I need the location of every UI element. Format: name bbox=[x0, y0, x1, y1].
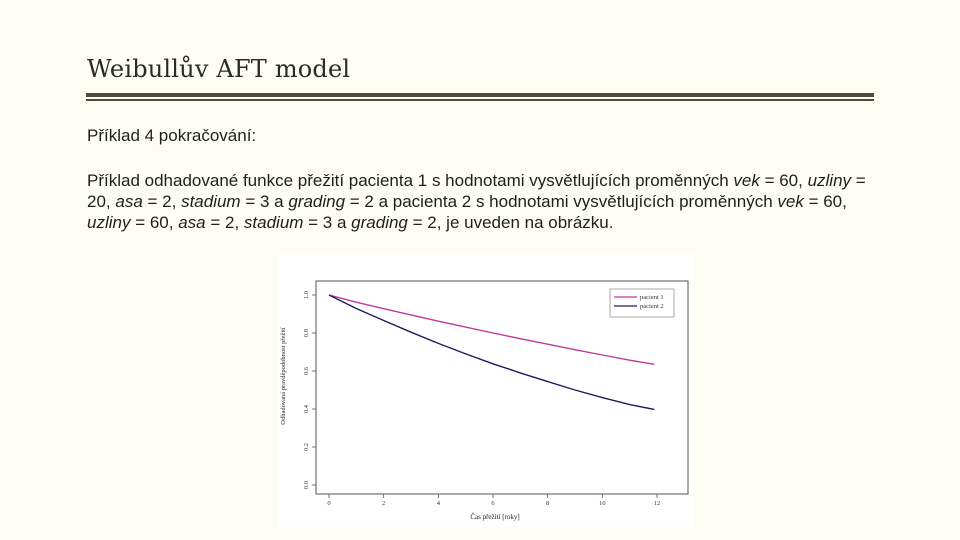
legend-label-1: pacient 1 bbox=[640, 294, 664, 302]
variable-name: uzliny bbox=[87, 213, 131, 232]
variable-name: vek bbox=[733, 171, 760, 190]
y-axis-label: Odhadovaná pravděpodobnost přežití bbox=[280, 327, 287, 425]
x-tick-label: 0 bbox=[327, 500, 331, 507]
slide-title: Weibullův AFT model bbox=[87, 55, 351, 83]
variable-name: uzliny bbox=[807, 171, 852, 190]
y-tick-label: 0.6 bbox=[303, 366, 310, 376]
text-run: = 2 a pacienta 2 s hodnotami vysvětlujících proměnných bbox=[345, 192, 778, 211]
x-tick-label: 8 bbox=[546, 500, 550, 507]
legend-label-2: pacient 2 bbox=[640, 303, 664, 311]
text-run: = 60, bbox=[130, 213, 179, 232]
variable-name: grading bbox=[288, 192, 346, 211]
survival-chart bbox=[277, 253, 694, 527]
x-axis bbox=[327, 494, 660, 507]
x-tick-label: 2 bbox=[382, 500, 386, 507]
x-tick-label: 4 bbox=[436, 500, 440, 507]
title-rule-thick bbox=[86, 93, 874, 97]
y-axis bbox=[303, 291, 316, 489]
y-tick-label: 0.8 bbox=[303, 328, 310, 338]
series-line-1 bbox=[329, 295, 654, 364]
text-run: = 60, bbox=[759, 171, 808, 190]
y-tick-label: 0.0 bbox=[303, 480, 310, 490]
title-rule-thin bbox=[86, 99, 874, 101]
text-run: = 2, bbox=[142, 192, 182, 211]
text-run: = 3 a bbox=[240, 192, 289, 211]
text-run: Příklad odhadované funkce přežití pacienta 1 s hodnotami vysvětlujících proměnných bbox=[87, 171, 734, 190]
variable-name: stadium bbox=[243, 213, 304, 232]
text-run: = 2, bbox=[205, 213, 244, 232]
text-run: = 3 a bbox=[303, 213, 352, 232]
survival-chart-figure bbox=[277, 253, 694, 527]
text-run: = 20, bbox=[87, 171, 866, 211]
variable-name: grading bbox=[351, 213, 408, 232]
text-run: = 60, bbox=[803, 192, 847, 211]
variable-name: vek bbox=[777, 192, 804, 211]
series-group bbox=[329, 295, 654, 409]
text-run: = 2, je uveden na obrázku. bbox=[407, 213, 614, 232]
x-axis-label: Čas přežití [roky] bbox=[470, 513, 520, 521]
variable-name: asa bbox=[178, 213, 206, 232]
variable-name: asa bbox=[115, 192, 143, 211]
y-tick-label: 0.2 bbox=[303, 442, 310, 452]
y-tick-label: 0.4 bbox=[303, 404, 310, 414]
y-tick-label: 1.0 bbox=[303, 290, 310, 300]
description-paragraph bbox=[87, 170, 877, 233]
variable-name: stadium bbox=[181, 192, 241, 211]
series-line-2 bbox=[329, 295, 654, 409]
slide-subtitle: Příklad 4 pokračování: bbox=[87, 126, 257, 145]
x-tick-label: 6 bbox=[491, 500, 495, 507]
x-tick-label: 12 bbox=[653, 500, 661, 507]
x-tick-label: 10 bbox=[599, 500, 606, 507]
chart-legend bbox=[610, 289, 674, 317]
